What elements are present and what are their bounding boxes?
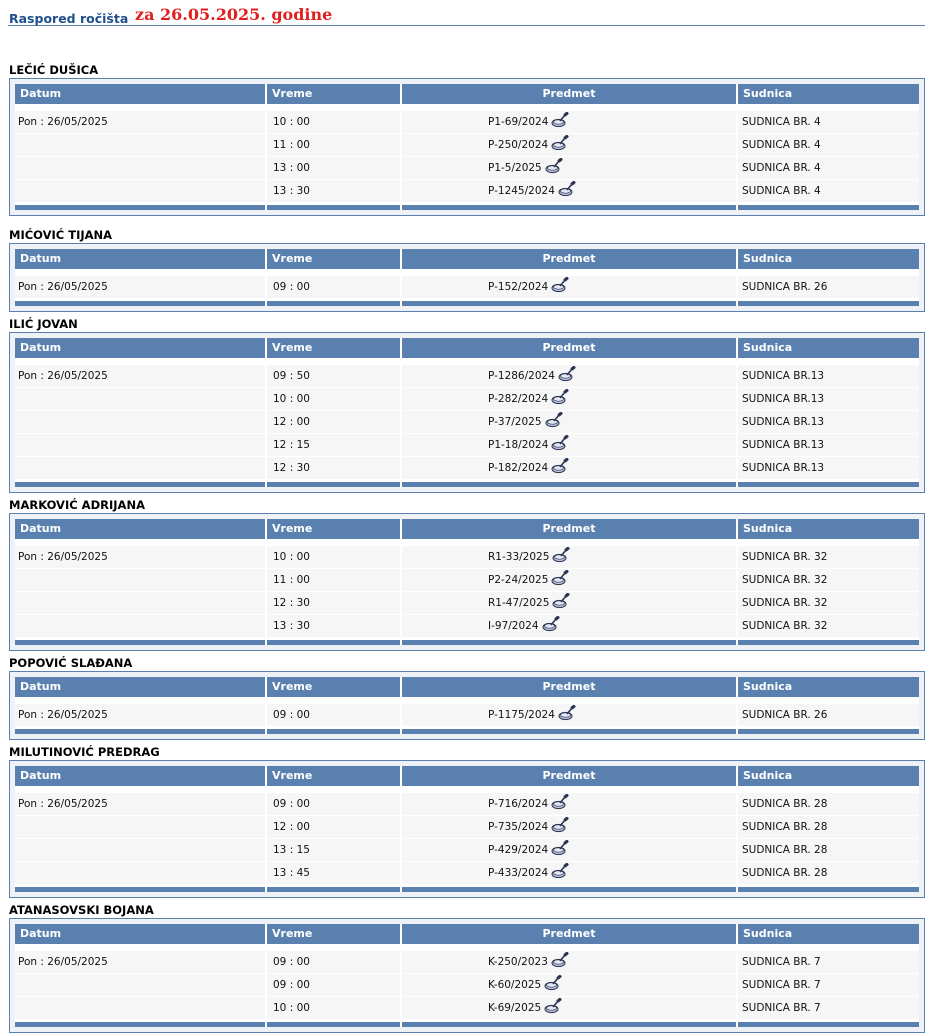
footer-cell [402,887,738,892]
case-cell [402,704,738,727]
column-header-time: Vreme [267,84,402,104]
gavel-icon[interactable] [551,458,569,474]
courtroom: SUDNICA BR. 4 [738,111,919,134]
table-footer [15,887,919,892]
table-header [15,338,919,358]
hearing-date: Pon : 26/05/2025 [15,111,267,134]
gavel-icon[interactable] [551,794,569,810]
spacer-cell [15,539,267,546]
column-header-time: Vreme [267,338,402,358]
column-header-date: Datum [15,924,267,944]
case-cell [402,546,738,569]
column-header-case: Predmet [402,84,738,104]
case-number-link[interactable]: P-716/2024 [488,798,549,810]
footer-cell [15,205,267,210]
table-row [15,839,919,862]
case-number-link[interactable]: P-1245/2024 [488,185,555,197]
spacer-cell [267,786,402,793]
courtroom: SUDNICA BR.13 [738,411,919,434]
table-row [15,592,919,615]
header-spacer [15,786,919,793]
case-cell [402,793,738,816]
header-spacer [15,697,919,704]
spacer-cell [738,697,919,704]
hearing-date [15,839,267,862]
case-number-link[interactable]: R1-47/2025 [488,597,550,609]
courtroom: SUDNICA BR. 28 [738,816,919,839]
hearing-date [15,816,267,839]
header-spacer [15,539,919,546]
case-number-link[interactable]: K-69/2025 [488,1002,542,1014]
case-number-link[interactable]: K-60/2025 [488,979,542,991]
case-number-link[interactable]: P-282/2024 [488,393,549,405]
spacer-cell [738,944,919,951]
hearing-time: 10 : 00 [267,546,402,569]
case-cell [402,951,738,974]
case-cell [402,615,738,638]
footer-cell [15,301,267,306]
gavel-icon[interactable] [551,570,569,586]
hearing-time: 12 : 00 [267,816,402,839]
table-row [15,816,919,839]
footer-cell [267,640,402,645]
gavel-icon[interactable] [551,277,569,293]
footer-cell [738,729,919,734]
case-cell [402,157,738,180]
schedule-table [9,760,925,898]
column-header-date: Datum [15,249,267,269]
hearing-date: Pon : 26/05/2025 [15,793,267,816]
gavel-icon[interactable] [558,366,576,382]
case-cell [402,569,738,592]
column-header-time: Vreme [267,519,402,539]
footer-cell [15,640,267,645]
case-number-link[interactable]: P1-5/2025 [488,162,542,174]
judge-name: POPOVIĆ SLAĐANA [9,656,133,670]
case-cell [402,974,738,997]
hearing-date: Pon : 26/05/2025 [15,365,267,388]
hearing-date [15,388,267,411]
gavel-icon[interactable] [558,705,576,721]
hearing-date: Pon : 26/05/2025 [15,704,267,727]
column-header-room: Sudnica [738,677,919,697]
spacer-cell [402,269,738,276]
courtroom: SUDNICA BR. 28 [738,839,919,862]
hearing-date [15,974,267,997]
gavel-icon[interactable] [558,181,576,197]
courtroom: SUDNICA BR. 26 [738,704,919,727]
footer-cell [738,301,919,306]
hearing-time: 12 : 15 [267,434,402,457]
gavel-icon[interactable] [551,840,569,856]
column-header-date: Datum [15,677,267,697]
column-header-case: Predmet [402,249,738,269]
spacer-cell [402,104,738,111]
footer-cell [402,729,738,734]
schedule-table [9,243,925,312]
case-number-link[interactable]: P1-18/2024 [488,439,549,451]
hearing-time: 09 : 00 [267,951,402,974]
case-number-link[interactable]: P2-24/2025 [488,574,549,586]
courtroom: SUDNICA BR. 4 [738,157,919,180]
spacer-cell [15,104,267,111]
case-number-link[interactable]: P-152/2024 [488,281,549,293]
spacer-cell [402,697,738,704]
hearing-time: 13 : 00 [267,157,402,180]
footer-cell [738,482,919,487]
case-number-link[interactable]: P-429/2024 [488,844,549,856]
courtroom: SUDNICA BR. 28 [738,793,919,816]
gavel-icon[interactable] [545,412,563,428]
footer-cell [402,301,738,306]
column-header-case: Predmet [402,766,738,786]
hearing-time: 11 : 00 [267,569,402,592]
spacer-cell [15,944,267,951]
hearing-time: 10 : 00 [267,388,402,411]
case-cell [402,816,738,839]
footer-cell [738,205,919,210]
courtroom: SUDNICA BR. 7 [738,974,919,997]
table-row [15,615,919,638]
table-header [15,249,919,269]
spacer-cell [738,358,919,365]
column-header-time: Vreme [267,924,402,944]
spacer-cell [267,539,402,546]
footer-cell [402,482,738,487]
gavel-icon[interactable] [551,952,569,968]
spacer-cell [738,104,919,111]
case-number-link[interactable]: P-1286/2024 [488,370,555,382]
spacer-cell [15,269,267,276]
hearing-time: 09 : 00 [267,793,402,816]
schedule-table [9,332,925,493]
hearing-date [15,569,267,592]
gavel-icon[interactable] [544,975,562,991]
case-cell [402,457,738,480]
spacer-cell [15,697,267,704]
hearing-time: 09 : 00 [267,704,402,727]
case-cell [402,134,738,157]
table-footer [15,482,919,487]
footer-cell [738,887,919,892]
courtroom: SUDNICA BR. 26 [738,276,919,299]
schedule-date: za 26.05.2025. godine [135,5,333,24]
header-spacer [15,944,919,951]
table-row [15,457,919,480]
courtroom: SUDNICA BR. 32 [738,546,919,569]
spacer-cell [15,358,267,365]
table-row [15,276,919,299]
header-spacer [15,104,919,111]
gavel-icon[interactable] [552,547,570,563]
footer-cell [738,1022,919,1027]
table-footer [15,640,919,645]
table-header [15,677,919,697]
hearing-time: 12 : 00 [267,411,402,434]
footer-cell [267,1022,402,1027]
table-header [15,519,919,539]
case-number-link[interactable]: P-433/2024 [488,867,549,879]
table-row [15,411,919,434]
gavel-icon[interactable] [544,998,562,1014]
case-cell [402,997,738,1020]
table-footer [15,301,919,306]
judge-name: MARKOVIĆ ADRIJANA [9,498,145,512]
judge-name: LEČIĆ DUŠICA [9,63,99,77]
courtroom: SUDNICA BR.13 [738,434,919,457]
table-row [15,180,919,203]
courtroom: SUDNICA BR.13 [738,457,919,480]
courtroom: SUDNICA BR. 32 [738,569,919,592]
column-header-time: Vreme [267,677,402,697]
column-header-case: Predmet [402,519,738,539]
case-number-link[interactable]: I-97/2024 [488,620,539,632]
case-number-link[interactable]: P-250/2024 [488,139,549,151]
hearing-date [15,615,267,638]
courtroom: SUDNICA BR.13 [738,365,919,388]
hearing-date [15,434,267,457]
case-cell [402,411,738,434]
gavel-icon[interactable] [551,435,569,451]
case-cell [402,862,738,885]
courtroom: SUDNICA BR. 28 [738,862,919,885]
judge-name: MIĆOVIĆ TIJANA [9,228,113,242]
table-row [15,951,919,974]
footer-cell [15,887,267,892]
spacer-cell [738,269,919,276]
column-header-room: Sudnica [738,84,919,104]
table-row [15,704,919,727]
courtroom: SUDNICA BR. 32 [738,615,919,638]
column-header-case: Predmet [402,924,738,944]
footer-cell [267,301,402,306]
hearing-date [15,134,267,157]
gavel-icon[interactable] [552,593,570,609]
table-row [15,862,919,885]
footer-cell [402,1022,738,1027]
hearing-time: 13 : 30 [267,180,402,203]
table-footer [15,205,919,210]
table-row [15,434,919,457]
column-header-room: Sudnica [738,338,919,358]
hearing-time: 10 : 00 [267,111,402,134]
column-header-time: Vreme [267,766,402,786]
case-number-link[interactable]: P1-69/2024 [488,116,549,128]
table-header [15,924,919,944]
hearing-time: 09 : 00 [267,974,402,997]
spacer-cell [402,358,738,365]
courtroom: SUDNICA BR. 7 [738,951,919,974]
column-header-room: Sudnica [738,249,919,269]
footer-cell [402,640,738,645]
spacer-cell [267,697,402,704]
hearing-date [15,457,267,480]
spacer-cell [402,944,738,951]
gavel-icon[interactable] [551,112,569,128]
spacer-cell [267,944,402,951]
hearing-time: 13 : 45 [267,862,402,885]
page-header [8,4,925,26]
spacer-cell [267,104,402,111]
hearing-time: 09 : 50 [267,365,402,388]
case-number-link[interactable]: P-182/2024 [488,462,549,474]
case-cell [402,388,738,411]
schedule-table [9,918,925,1033]
case-cell [402,276,738,299]
spacer-cell [402,539,738,546]
hearing-date: Pon : 26/05/2025 [15,276,267,299]
hearing-time: 12 : 30 [267,457,402,480]
table-row [15,111,919,134]
case-cell [402,180,738,203]
table-row [15,997,919,1020]
case-cell [402,434,738,457]
schedule-table [9,671,925,740]
case-number-link[interactable]: P-37/2025 [488,416,542,428]
header-spacer [15,269,919,276]
hearing-time: 11 : 00 [267,134,402,157]
hearing-time: 13 : 30 [267,615,402,638]
hearing-date [15,592,267,615]
hearing-date: Pon : 26/05/2025 [15,546,267,569]
courtroom: SUDNICA BR. 32 [738,592,919,615]
header-spacer [15,358,919,365]
footer-cell [267,482,402,487]
footer-cell [267,729,402,734]
table-header [15,766,919,786]
column-header-date: Datum [15,766,267,786]
gavel-icon[interactable] [551,863,569,879]
hearing-time: 09 : 00 [267,276,402,299]
hearing-date [15,411,267,434]
footer-cell [738,640,919,645]
spacer-cell [738,539,919,546]
hearing-time: 13 : 15 [267,839,402,862]
hearing-date [15,997,267,1020]
spacer-cell [267,269,402,276]
table-row [15,974,919,997]
case-cell [402,839,738,862]
column-header-room: Sudnica [738,519,919,539]
table-row [15,569,919,592]
page-title: Raspored ročišta [9,11,129,26]
hearing-date: Pon : 26/05/2025 [15,951,267,974]
gavel-icon[interactable] [551,389,569,405]
courtroom: SUDNICA BR. 4 [738,180,919,203]
case-cell [402,365,738,388]
schedule-table [9,78,925,216]
case-cell [402,111,738,134]
table-row [15,365,919,388]
hearing-time: 12 : 30 [267,592,402,615]
table-row [15,157,919,180]
table-row [15,793,919,816]
footer-cell [15,482,267,487]
judge-name: MILUTINOVIĆ PREDRAG [9,745,160,759]
courtroom: SUDNICA BR. 4 [738,134,919,157]
table-header [15,84,919,104]
footer-cell [267,887,402,892]
gavel-icon[interactable] [551,135,569,151]
hearing-date [15,157,267,180]
table-footer [15,729,919,734]
case-number-link[interactable]: R1-33/2025 [488,551,550,563]
case-number-link[interactable]: P-735/2024 [488,821,549,833]
footer-cell [15,729,267,734]
judge-name: ILIĆ JOVAN [9,317,78,331]
column-header-date: Datum [15,519,267,539]
column-header-time: Vreme [267,249,402,269]
column-header-room: Sudnica [738,766,919,786]
column-header-date: Datum [15,84,267,104]
hearing-date [15,180,267,203]
footer-cell [267,205,402,210]
schedule-table [9,513,925,651]
case-number-link[interactable]: K-250/2023 [488,956,548,968]
judge-name: ATANASOVSKI BOJANA [9,903,154,917]
column-header-case: Predmet [402,677,738,697]
case-cell [402,592,738,615]
courtroom: SUDNICA BR.13 [738,388,919,411]
column-header-room: Sudnica [738,924,919,944]
column-header-case: Predmet [402,338,738,358]
spacer-cell [15,786,267,793]
table-footer [15,1022,919,1027]
spacer-cell [738,786,919,793]
courtroom: SUDNICA BR. 7 [738,997,919,1020]
footer-cell [15,1022,267,1027]
spacer-cell [402,786,738,793]
footer-cell [402,205,738,210]
column-header-date: Datum [15,338,267,358]
gavel-icon[interactable] [551,817,569,833]
spacer-cell [267,358,402,365]
table-row [15,546,919,569]
hearing-time: 10 : 00 [267,997,402,1020]
hearing-date [15,862,267,885]
gavel-icon[interactable] [545,158,563,174]
table-row [15,388,919,411]
table-row [15,134,919,157]
gavel-icon[interactable] [542,616,560,632]
case-number-link[interactable]: P-1175/2024 [488,709,555,721]
